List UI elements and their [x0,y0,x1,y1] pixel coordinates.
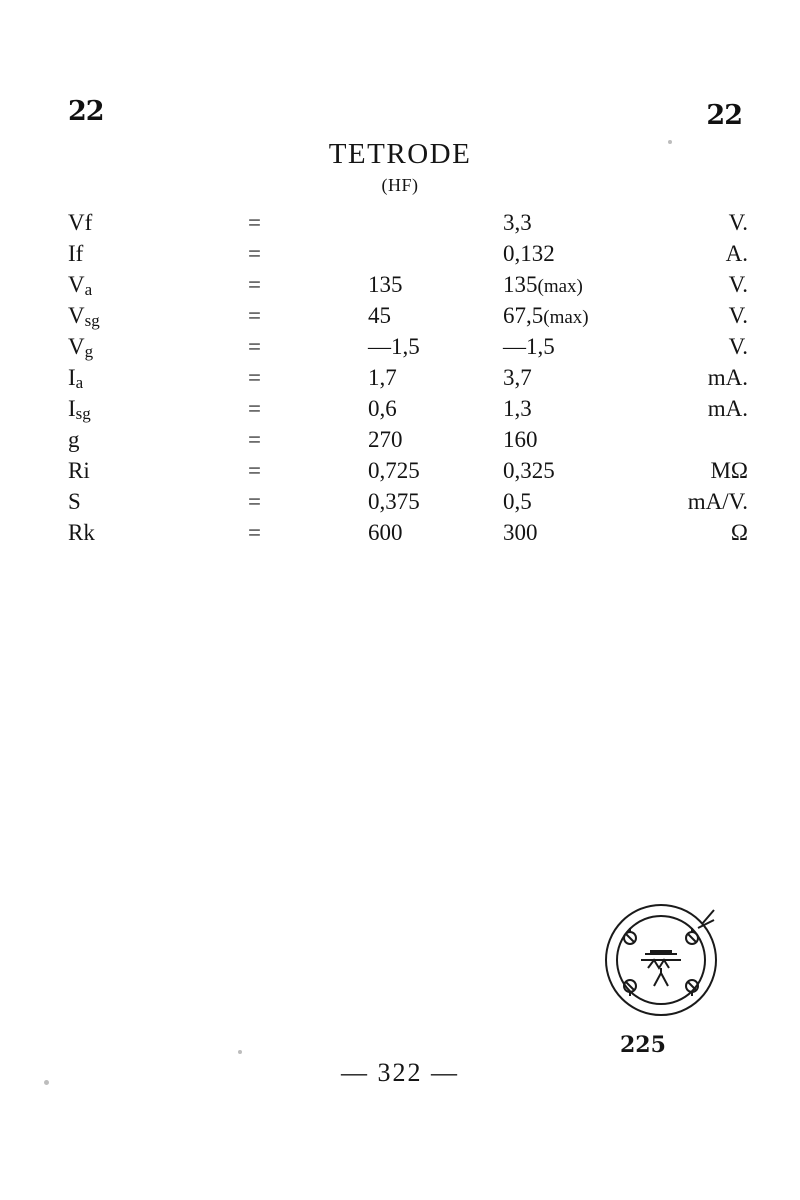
row-symbol: Vg [68,334,94,361]
row-equals: = [248,489,261,514]
row-value-column-2: 135(max) [503,272,583,297]
row-equals: = [248,241,261,266]
row-unit: Ω [730,520,748,545]
row-equals: = [248,520,261,545]
row-unit: V. [728,272,748,297]
row-symbol-subscript: sg [84,311,100,330]
row-value-column-2: 3,7 [503,365,532,390]
row-value-column-1 [368,210,503,241]
row-equals: = [248,458,261,483]
row-symbol: Ri [68,458,90,483]
table-row [68,365,748,396]
row-equals: = [248,427,261,452]
row-symbol: If [68,241,84,266]
row-unit: mA. [707,396,748,421]
row-symbol-subscript: a [84,280,93,299]
row-value-column-2: 67,5(max) [503,303,589,328]
row-value-column-2: 0,132 [503,241,555,266]
row-value-column-1: 1,7 [368,365,397,390]
row-symbol: Rk [68,520,95,545]
page-footer: — 322 — [341,1058,459,1087]
page-number-right: 22 [706,100,742,131]
row-symbol: g [68,427,80,452]
row-value-column-2: 0,325 [503,458,555,483]
tube-base-pinout-icon [598,898,728,1028]
row-equals: = [248,334,261,359]
row-value-column-1 [368,241,503,272]
row-symbol: Ia [68,365,84,392]
table-row [68,303,748,334]
row-symbol-subscript: sg [75,404,91,423]
row-value-column-2: 0,5 [503,489,532,514]
page-subtitle: (HF) [381,175,419,195]
row-symbol: S [68,489,81,514]
row-value-note: (max) [543,307,589,328]
row-value-column-2: 160 [503,427,538,452]
row-value-column-2: 300 [503,520,538,545]
row-value-column-1: 45 [368,303,391,328]
table-row [68,489,748,520]
scan-speck [44,1080,49,1085]
table-row [68,334,748,365]
page-title: TETRODE [328,138,472,170]
table-row [68,427,748,458]
scan-speck [238,1050,242,1054]
scan-speck [668,140,672,144]
row-unit: V. [728,303,748,328]
row-value-column-2: 1,3 [503,396,532,421]
table-row [68,396,748,427]
row-value-column-1: 0,6 [368,396,397,421]
row-value-column-2: 3,3 [503,210,532,235]
row-value-column-1: 600 [368,520,403,545]
row-value-column-1: —1,5 [368,334,420,359]
row-symbol: Va [68,272,93,299]
row-unit: mA. [707,365,748,390]
row-equals: = [248,210,261,235]
table-row [68,241,748,272]
row-equals: = [248,396,261,421]
table-row [68,520,748,551]
page-number-left: 22 [68,96,104,127]
row-unit: mA/V. [687,489,748,514]
table-row [68,210,748,241]
row-equals: = [248,272,261,297]
row-unit: A. [725,241,748,266]
table-row [68,272,748,303]
specification-table [68,210,748,551]
row-symbol: Vf [68,210,93,235]
row-equals: = [248,365,261,390]
row-symbol: Vsg [68,303,100,330]
row-value-column-1: 0,375 [368,489,420,514]
row-symbol-subscript: g [84,342,94,361]
row-value-column-2: —1,5 [503,334,555,359]
row-unit: V. [728,334,748,359]
row-value-column-1: 135 [368,272,403,297]
row-symbol-subscript: a [75,373,84,392]
row-value-note: (max) [537,276,583,297]
row-symbol: Isg [68,396,91,423]
socket-label: 225 [620,1032,666,1058]
row-unit: MΩ [710,458,748,483]
row-value-column-1: 0,725 [368,458,420,483]
row-unit [678,427,748,458]
row-unit: V. [728,210,748,235]
table-row [68,458,748,489]
row-value-column-1: 270 [368,427,403,452]
row-equals: = [248,303,261,328]
